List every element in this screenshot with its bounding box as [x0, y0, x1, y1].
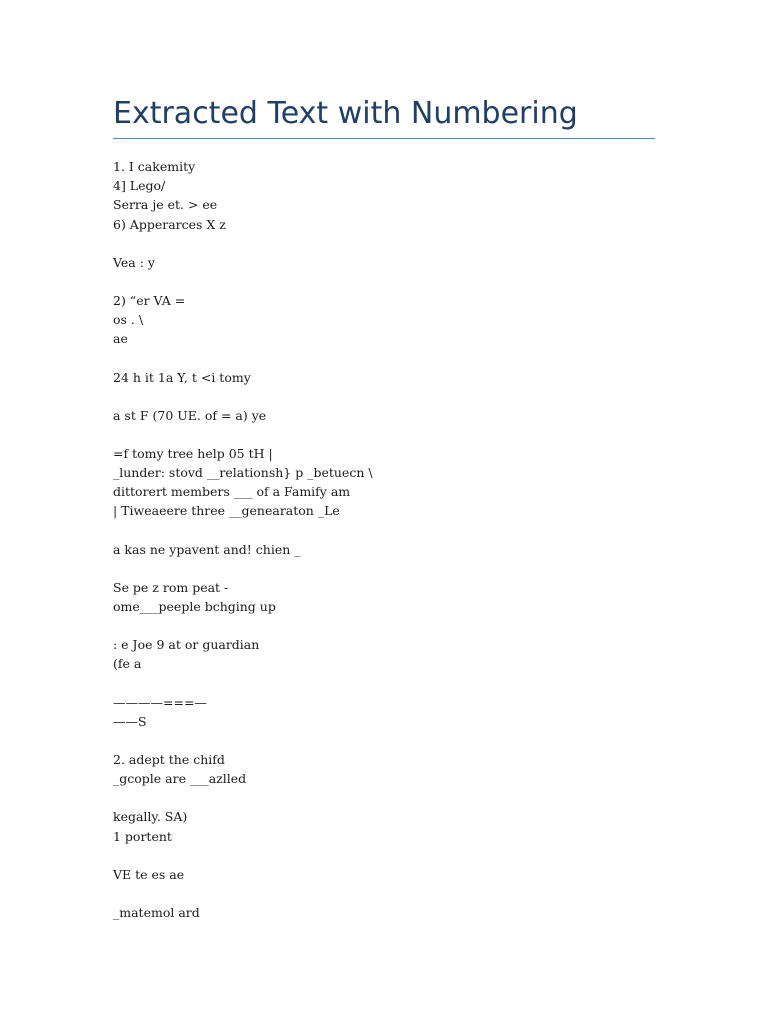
text-line: a kas ne ypavent and! chien _ — [113, 541, 301, 557]
text-line: 1. I cakemity — [113, 159, 196, 174]
text-line: ae — [113, 331, 128, 347]
text-line: dittorert members ___ of a Famify am — [113, 484, 351, 500]
text-line: _gcople are ___azlled — [113, 771, 247, 787]
text-line: | Tiweaeere three __genearaton _Le — [113, 503, 340, 519]
text-line: ome___peeple bchging up — [113, 599, 276, 614]
text-line: os . \ — [113, 312, 144, 328]
text-line: Serra je et. > ee — [113, 197, 218, 213]
text-line: ————===— — [113, 694, 207, 710]
paragraph — [113, 807, 655, 845]
paragraph — [113, 693, 655, 731]
text-line: _lunder: stovd __relationsh} p _betuecn \ — [113, 465, 373, 481]
paragraph — [113, 865, 655, 884]
text-line: Se pe z rom peat - — [113, 579, 229, 595]
text-line: ——S — [113, 713, 147, 729]
text-line: kegally. SA) — [113, 809, 188, 825]
paragraph — [113, 578, 655, 616]
text-line: a st F (70 UE. of = a) ye — [113, 407, 267, 423]
paragraph — [113, 750, 655, 788]
text-line: Vea : y — [113, 254, 155, 270]
paragraph — [113, 444, 655, 521]
paragraph — [113, 291, 655, 349]
paragraph — [113, 635, 655, 673]
paragraph — [113, 253, 655, 272]
paragraph — [113, 903, 655, 922]
text-line: 4] Lego/ — [113, 178, 166, 194]
text-line: : e Joe 9 at or guardian — [113, 637, 260, 653]
text-line: 6) Apperarces X z — [113, 216, 226, 232]
text-line: 2) “er VA = — [113, 292, 186, 308]
document-body — [113, 157, 655, 922]
text-line: 1 portent — [113, 828, 172, 844]
text-line: 2. adept the chifd — [113, 751, 225, 767]
text-line: VE te es ae — [113, 866, 185, 882]
text-line: _matemol ard — [113, 904, 200, 920]
paragraph — [113, 540, 655, 559]
paragraph — [113, 368, 655, 387]
paragraph — [113, 157, 655, 234]
title-underline — [113, 138, 655, 139]
text-line: (fe a — [113, 656, 142, 672]
document-title: Extracted Text with Numbering — [113, 96, 578, 131]
text-line: 24 h it 1a Y, t <i tomy — [113, 369, 251, 385]
paragraph — [113, 406, 655, 425]
text-line: =f tomy tree help 05 tH | — [113, 445, 273, 461]
document-page — [113, 94, 655, 941]
